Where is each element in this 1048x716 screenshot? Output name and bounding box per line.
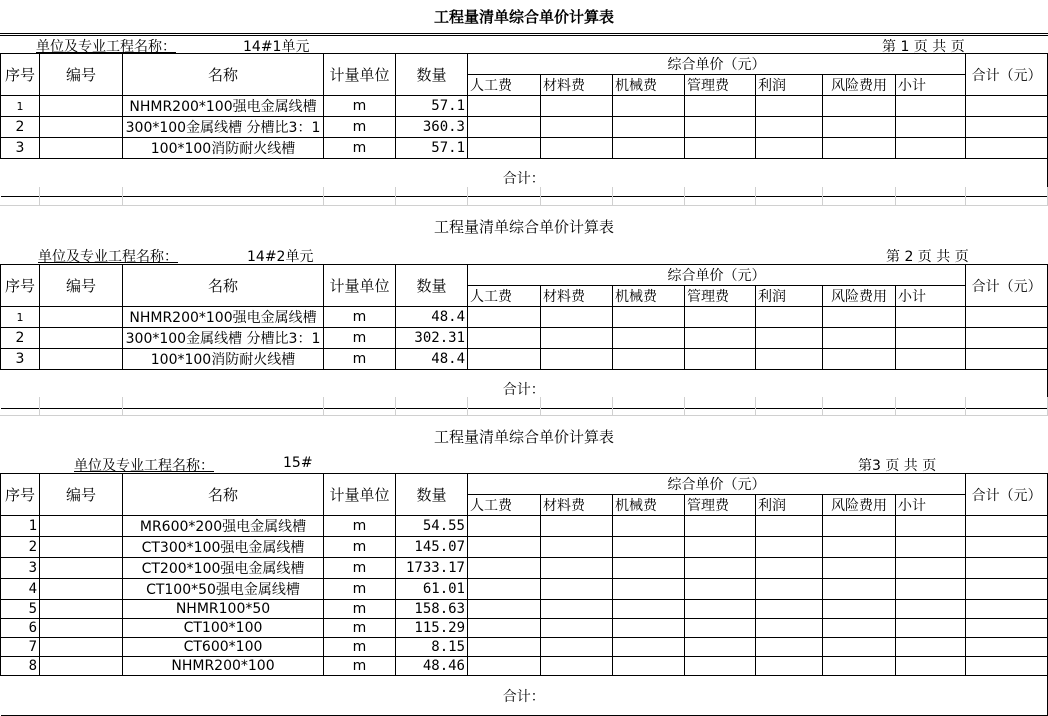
header-row <box>1 474 1048 495</box>
cell-empty[interactable] <box>541 138 613 159</box>
cell-empty[interactable] <box>896 96 966 117</box>
cell-code[interactable] <box>40 600 123 619</box>
gridline <box>612 187 613 205</box>
gridline <box>39 397 40 415</box>
cell-unit: m <box>324 600 396 619</box>
cell-empty[interactable] <box>823 138 896 159</box>
cell-seq: 3 <box>1 349 40 370</box>
cell-name: CT300*100强电金属线槽 <box>123 537 324 558</box>
cell-empty[interactable] <box>756 516 823 537</box>
header-unit-price-group: 综合单价（元） <box>468 265 966 286</box>
cell-empty[interactable] <box>966 657 1048 676</box>
cell-empty[interactable] <box>613 657 685 676</box>
cell-qty: 48.46 <box>396 657 468 676</box>
cell-unit: m <box>324 117 396 138</box>
cell-name: 300*100金属线槽 分槽比3：1 <box>123 117 324 138</box>
cell-empty[interactable] <box>896 537 966 558</box>
header-unit: 计量单位 <box>324 474 396 516</box>
table-row <box>1 638 1048 657</box>
cell-code[interactable] <box>40 638 123 657</box>
cell-seq: 1 <box>1 307 40 328</box>
cell-qty: 57.1 <box>396 96 468 117</box>
cell-empty[interactable] <box>613 558 685 579</box>
cell-empty[interactable] <box>468 96 541 117</box>
cell-empty[interactable] <box>896 579 966 600</box>
cell-code[interactable] <box>40 516 123 537</box>
cell-empty[interactable] <box>468 516 541 537</box>
header-unit-price-group: 综合单价（元） <box>468 474 966 495</box>
header-seq: 序号 <box>1 474 40 516</box>
cell-empty[interactable] <box>613 96 685 117</box>
cell-seq: 4 <box>1 579 40 600</box>
header-code: 编号 <box>40 474 123 516</box>
cell-unit: m <box>324 516 396 537</box>
gridline <box>467 397 468 415</box>
cell-empty[interactable] <box>756 96 823 117</box>
cell-empty[interactable] <box>823 558 896 579</box>
cell-empty[interactable] <box>966 96 1048 117</box>
cell-code[interactable] <box>40 96 123 117</box>
table-row <box>1 328 1048 349</box>
cell-qty: 48.4 <box>396 307 468 328</box>
cell-empty[interactable] <box>896 638 966 657</box>
gridline <box>822 397 823 415</box>
cell-empty[interactable] <box>613 138 685 159</box>
cell-empty[interactable] <box>823 307 896 328</box>
cell-seq: 8 <box>1 657 40 676</box>
cell-empty[interactable] <box>756 619 823 638</box>
cell-code[interactable] <box>40 579 123 600</box>
cell-empty[interactable] <box>966 328 1048 349</box>
cell-empty[interactable] <box>966 349 1048 370</box>
cell-empty[interactable] <box>896 138 966 159</box>
total-label: 合计： <box>1 370 1048 409</box>
cell-empty[interactable] <box>541 600 613 619</box>
cell-empty[interactable] <box>966 600 1048 619</box>
cell-qty: 158.63 <box>396 600 468 619</box>
table-row <box>1 579 1048 600</box>
cell-empty[interactable] <box>896 516 966 537</box>
header-risk: 风险费用 <box>823 286 896 307</box>
table-row <box>1 537 1048 558</box>
cell-empty[interactable] <box>541 619 613 638</box>
cell-empty[interactable] <box>823 328 896 349</box>
gridline <box>0 415 1048 416</box>
cell-empty[interactable] <box>468 349 541 370</box>
cell-empty[interactable] <box>541 349 613 370</box>
cell-name: MR600*200强电金属线槽 <box>123 516 324 537</box>
cell-empty[interactable] <box>468 600 541 619</box>
total-label: 合计： <box>1 159 1048 197</box>
cell-empty[interactable] <box>685 657 756 676</box>
cell-qty: 48.4 <box>396 349 468 370</box>
cell-name: NHMR200*100强电金属线槽 <box>123 96 324 117</box>
cell-empty[interactable] <box>756 579 823 600</box>
header-profit: 利润 <box>756 75 823 96</box>
gridline <box>684 397 685 415</box>
header-name: 名称 <box>123 265 324 307</box>
cell-code[interactable] <box>40 537 123 558</box>
cell-empty[interactable] <box>468 657 541 676</box>
cell-seq: 2 <box>1 117 40 138</box>
cell-empty[interactable] <box>966 558 1048 579</box>
page-indicator: 第 1 页 共 页 <box>882 39 965 55</box>
gridline <box>540 397 541 415</box>
header-machine: 机械费 <box>613 495 685 516</box>
gridline <box>822 187 823 205</box>
header-material: 材料费 <box>541 495 613 516</box>
cell-empty[interactable] <box>966 516 1048 537</box>
cell-unit: m <box>324 579 396 600</box>
cell-empty[interactable] <box>468 328 541 349</box>
header-seq: 序号 <box>1 265 40 307</box>
cell-unit: m <box>324 638 396 657</box>
header-subtotal: 小计 <box>896 75 966 96</box>
cell-code[interactable] <box>40 117 123 138</box>
cell-empty[interactable] <box>896 657 966 676</box>
cell-seq: 3 <box>1 138 40 159</box>
gridline <box>612 397 613 415</box>
cell-empty[interactable] <box>756 537 823 558</box>
header-risk: 风险费用 <box>823 495 896 516</box>
cell-unit: m <box>324 558 396 579</box>
cell-empty[interactable] <box>896 307 966 328</box>
cell-empty[interactable] <box>756 638 823 657</box>
cell-empty[interactable] <box>823 516 896 537</box>
cell-name: NHMR200*100 <box>123 657 324 676</box>
header-machine: 机械费 <box>613 75 685 96</box>
header-management: 管理费 <box>685 286 756 307</box>
header-risk: 风险费用 <box>823 75 896 96</box>
cell-empty[interactable] <box>685 619 756 638</box>
header-qty: 数量 <box>396 54 468 96</box>
cell-name: NHMR100*50 <box>123 600 324 619</box>
cell-empty[interactable] <box>613 579 685 600</box>
project-label: 单位及专业工程名称： <box>74 458 214 474</box>
cell-empty[interactable] <box>756 117 823 138</box>
cell-empty[interactable] <box>823 349 896 370</box>
cell-empty[interactable] <box>468 537 541 558</box>
cell-code[interactable] <box>40 328 123 349</box>
cell-empty[interactable] <box>468 619 541 638</box>
cell-name: CT100*50强电金属线槽 <box>123 579 324 600</box>
header-profit: 利润 <box>756 286 823 307</box>
header-unit-price-group: 综合单价（元） <box>468 54 966 75</box>
cell-empty[interactable] <box>541 558 613 579</box>
cell-qty: 360.3 <box>396 117 468 138</box>
table-row <box>1 138 1048 159</box>
cell-empty[interactable] <box>613 600 685 619</box>
cell-unit: m <box>324 328 396 349</box>
cell-empty[interactable] <box>756 657 823 676</box>
header-machine: 机械费 <box>613 286 685 307</box>
cell-empty[interactable] <box>685 600 756 619</box>
header-unit: 计量单位 <box>324 54 396 96</box>
cell-unit: m <box>324 96 396 117</box>
header-management: 管理费 <box>685 495 756 516</box>
gridline <box>965 397 966 415</box>
cell-empty[interactable] <box>613 117 685 138</box>
gridline <box>122 187 123 205</box>
cell-empty[interactable] <box>823 619 896 638</box>
cell-empty[interactable] <box>541 638 613 657</box>
gridline <box>0 205 1048 206</box>
cell-empty[interactable] <box>966 537 1048 558</box>
cell-empty[interactable] <box>966 117 1048 138</box>
cell-empty[interactable] <box>541 516 613 537</box>
cell-empty[interactable] <box>613 307 685 328</box>
cell-qty: 8.15 <box>396 638 468 657</box>
cell-seq: 2 <box>1 537 40 558</box>
table-row <box>1 516 1048 537</box>
cell-empty[interactable] <box>613 619 685 638</box>
header-code: 编号 <box>40 265 123 307</box>
cell-empty[interactable] <box>468 579 541 600</box>
header-total: 合计（元） <box>966 474 1048 516</box>
cell-empty[interactable] <box>823 537 896 558</box>
page-indicator: 第 2 页 共 页 <box>886 249 969 265</box>
cell-code[interactable] <box>40 349 123 370</box>
cell-empty[interactable] <box>541 579 613 600</box>
cell-name: 100*100消防耐火线槽 <box>123 138 324 159</box>
cell-empty[interactable] <box>613 537 685 558</box>
total-row <box>1 676 1048 716</box>
cell-empty[interactable] <box>685 516 756 537</box>
cell-empty[interactable] <box>966 619 1048 638</box>
cell-empty[interactable] <box>896 328 966 349</box>
price-table <box>0 53 1048 197</box>
gridline <box>395 397 396 415</box>
cell-empty[interactable] <box>823 600 896 619</box>
cell-seq: 6 <box>1 619 40 638</box>
cell-code[interactable] <box>40 138 123 159</box>
cell-empty[interactable] <box>896 117 966 138</box>
cell-empty[interactable] <box>685 558 756 579</box>
gridline <box>323 397 324 415</box>
cell-empty[interactable] <box>468 558 541 579</box>
table-row <box>1 307 1048 328</box>
header-name: 名称 <box>123 54 324 96</box>
cell-name: NHMR200*100强电金属线槽 <box>123 307 324 328</box>
gridline <box>323 187 324 205</box>
cell-name: CT100*100 <box>123 619 324 638</box>
cell-qty: 145.07 <box>396 537 468 558</box>
cell-seq: 3 <box>1 558 40 579</box>
cell-empty[interactable] <box>756 558 823 579</box>
cell-empty[interactable] <box>823 657 896 676</box>
header-profit: 利润 <box>756 495 823 516</box>
cell-empty[interactable] <box>468 138 541 159</box>
cell-code[interactable] <box>40 558 123 579</box>
cell-unit: m <box>324 537 396 558</box>
cell-empty[interactable] <box>823 117 896 138</box>
sheet-title: 工程量清单综合单价计算表 <box>433 8 614 26</box>
project-label: 单位及专业工程名称： <box>38 249 178 265</box>
cell-empty[interactable] <box>966 138 1048 159</box>
cell-empty[interactable] <box>685 307 756 328</box>
cell-empty[interactable] <box>541 307 613 328</box>
cell-empty[interactable] <box>613 638 685 657</box>
project-name: 15# <box>283 455 313 471</box>
cell-empty[interactable] <box>966 579 1048 600</box>
header-material: 材料费 <box>541 75 613 96</box>
cell-empty[interactable] <box>468 307 541 328</box>
cell-empty[interactable] <box>896 349 966 370</box>
cell-code[interactable] <box>40 307 123 328</box>
cell-code[interactable] <box>40 657 123 676</box>
header-unit: 计量单位 <box>324 265 396 307</box>
gridline <box>755 397 756 415</box>
table-row <box>1 657 1048 676</box>
cell-seq: 2 <box>1 328 40 349</box>
cell-empty[interactable] <box>756 138 823 159</box>
cell-qty: 1733.17 <box>396 558 468 579</box>
header-qty: 数量 <box>396 265 468 307</box>
header-row <box>1 54 1048 75</box>
cell-empty[interactable] <box>468 638 541 657</box>
cell-unit: m <box>324 619 396 638</box>
cell-empty[interactable] <box>685 328 756 349</box>
header-labor: 人工费 <box>468 495 541 516</box>
header-total: 合计（元） <box>966 54 1048 96</box>
cell-qty: 54.55 <box>396 516 468 537</box>
cell-qty: 302.31 <box>396 328 468 349</box>
cell-empty[interactable] <box>685 96 756 117</box>
gridline <box>540 187 541 205</box>
header-management: 管理费 <box>685 75 756 96</box>
cell-empty[interactable] <box>966 307 1048 328</box>
gridline <box>965 187 966 205</box>
header-subtotal: 小计 <box>896 495 966 516</box>
header-name: 名称 <box>123 474 324 516</box>
table-row <box>1 600 1048 619</box>
cell-seq: 1 <box>1 96 40 117</box>
header-seq: 序号 <box>1 54 40 96</box>
cell-empty[interactable] <box>613 328 685 349</box>
cell-empty[interactable] <box>613 349 685 370</box>
total-label: 合计： <box>1 676 1048 716</box>
cell-seq: 7 <box>1 638 40 657</box>
header-labor: 人工费 <box>468 286 541 307</box>
cell-qty: 57.1 <box>396 138 468 159</box>
cell-empty[interactable] <box>541 328 613 349</box>
cell-empty[interactable] <box>468 117 541 138</box>
gridline <box>684 187 685 205</box>
cell-unit: m <box>324 657 396 676</box>
cell-empty[interactable] <box>966 638 1048 657</box>
table-row <box>1 96 1048 117</box>
spacer-row <box>0 187 1048 205</box>
cell-empty[interactable] <box>541 537 613 558</box>
header-code: 编号 <box>40 54 123 96</box>
cell-empty[interactable] <box>896 558 966 579</box>
cell-empty[interactable] <box>685 117 756 138</box>
cell-empty[interactable] <box>756 600 823 619</box>
gridline <box>395 187 396 205</box>
cell-seq: 1 <box>1 516 40 537</box>
gridline <box>895 397 896 415</box>
cell-empty[interactable] <box>541 117 613 138</box>
cell-name: 300*100金属线槽 分槽比3：1 <box>123 328 324 349</box>
price-table <box>0 264 1048 409</box>
cell-empty[interactable] <box>823 96 896 117</box>
sheet-title: 工程量清单综合单价计算表 <box>433 428 614 446</box>
header-labor: 人工费 <box>468 75 541 96</box>
sheet-title: 工程量清单综合单价计算表 <box>433 218 614 236</box>
project-label: 单位及专业工程名称： <box>36 39 176 55</box>
cell-code[interactable] <box>40 619 123 638</box>
cell-empty[interactable] <box>685 537 756 558</box>
cell-empty[interactable] <box>685 349 756 370</box>
cell-empty[interactable] <box>896 600 966 619</box>
gridline <box>895 187 896 205</box>
cell-qty: 115.29 <box>396 619 468 638</box>
cell-empty[interactable] <box>685 638 756 657</box>
header-subtotal: 小计 <box>896 286 966 307</box>
table-row <box>1 349 1048 370</box>
price-table <box>0 473 1048 716</box>
cell-empty[interactable] <box>756 328 823 349</box>
header-total: 合计（元） <box>966 265 1048 307</box>
cell-empty[interactable] <box>896 619 966 638</box>
cell-empty[interactable] <box>756 349 823 370</box>
page-indicator: 第3 页 共 页 <box>858 458 937 474</box>
cell-unit: m <box>324 138 396 159</box>
cell-empty[interactable] <box>685 138 756 159</box>
gridline <box>755 187 756 205</box>
project-name: 14#1单元 <box>243 39 310 55</box>
cell-empty[interactable] <box>685 579 756 600</box>
cell-empty[interactable] <box>823 579 896 600</box>
spacer-row <box>0 397 1048 415</box>
cell-empty[interactable] <box>756 307 823 328</box>
cell-empty[interactable] <box>613 516 685 537</box>
cell-empty[interactable] <box>541 96 613 117</box>
table-row <box>1 619 1048 638</box>
cell-qty: 61.01 <box>396 579 468 600</box>
gridline <box>39 187 40 205</box>
cell-name: CT200*100强电金属线槽 <box>123 558 324 579</box>
gridline <box>122 397 123 415</box>
table-row <box>1 117 1048 138</box>
cell-seq: 5 <box>1 600 40 619</box>
header-row <box>1 265 1048 286</box>
header-material: 材料费 <box>541 286 613 307</box>
cell-name: CT600*100 <box>123 638 324 657</box>
cell-empty[interactable] <box>541 657 613 676</box>
table-row <box>1 558 1048 579</box>
cell-empty[interactable] <box>823 638 896 657</box>
cell-name: 100*100消防耐火线槽 <box>123 349 324 370</box>
header-qty: 数量 <box>396 474 468 516</box>
cell-unit: m <box>324 307 396 328</box>
project-name: 14#2单元 <box>247 249 314 265</box>
gridline <box>467 187 468 205</box>
cell-unit: m <box>324 349 396 370</box>
